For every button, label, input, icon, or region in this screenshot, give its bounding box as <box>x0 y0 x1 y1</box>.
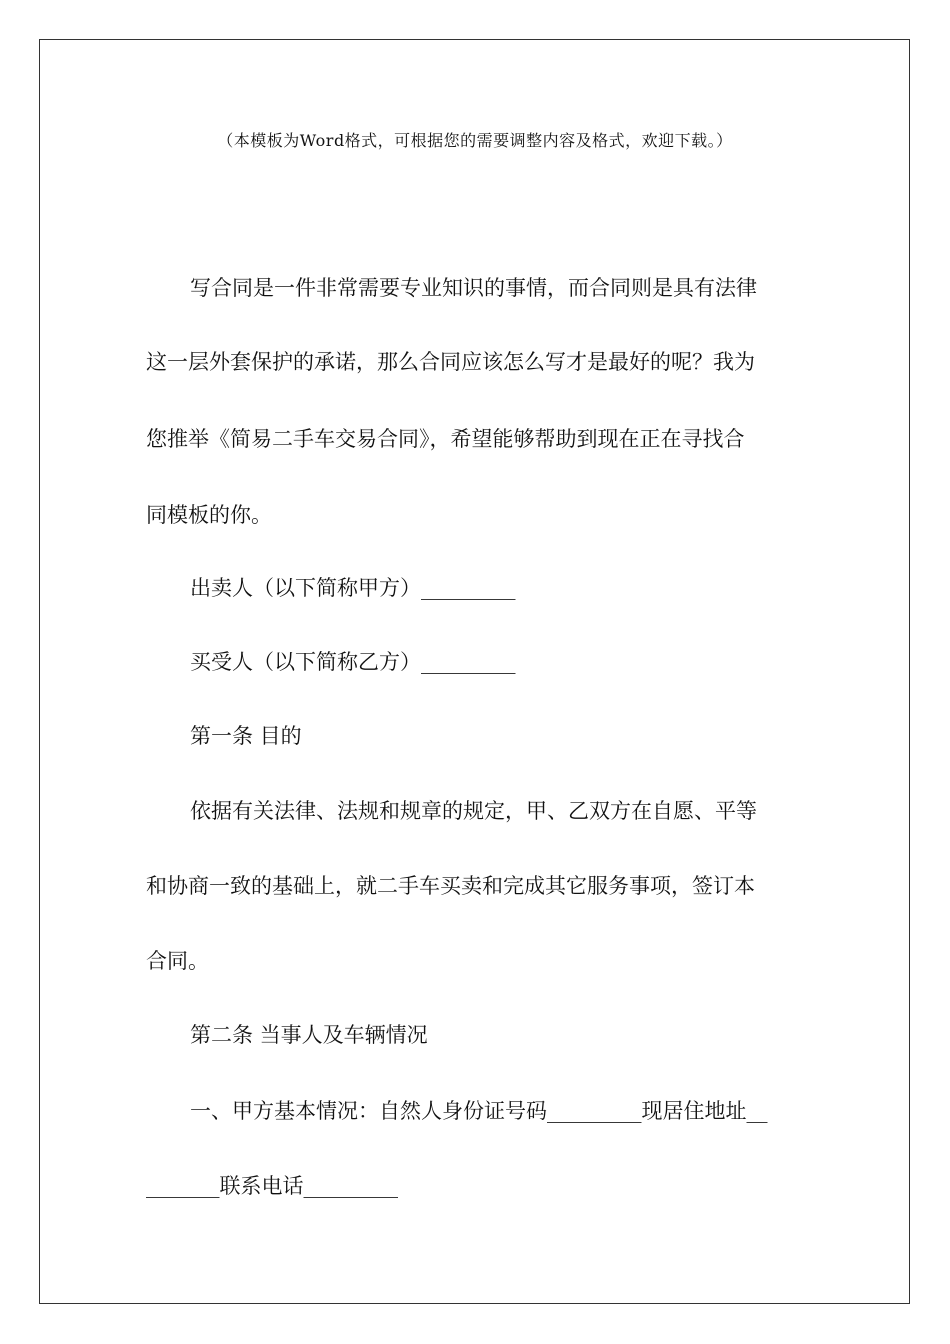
article-2-heading: 第二条 当事人及车辆情况 <box>190 1023 428 1047</box>
party-a-info-line-2: _______联系电话_________ <box>146 1174 398 1198</box>
intro-line-1: 写合同是一件非常需要专业知识的事情，而合同则是具有法律 <box>190 276 757 300</box>
buyer-line: 买受人（以下简称乙方）_________ <box>190 650 516 674</box>
template-notice: （本模板为Word格式，可根据您的需要调整内容及格式，欢迎下载。） <box>217 131 733 150</box>
party-a-info-line-1: 一、甲方基本情况：自然人身份证号码_________现居住地址__ <box>190 1099 768 1123</box>
article-1-line-3: 合同。 <box>146 949 209 973</box>
intro-line-4: 同模板的你。 <box>146 503 272 527</box>
intro-line-2: 这一层外套保护的承诺，那么合同应该怎么写才是最好的呢？我为 <box>146 350 755 374</box>
article-1-line-1: 依据有关法律、法规和规章的规定，甲、乙双方在自愿、平等 <box>190 799 757 823</box>
seller-line: 出卖人（以下简称甲方）_________ <box>190 576 516 600</box>
intro-line-3: 您推举《简易二手车交易合同》，希望能够帮助到现在正在寻找合 <box>146 427 745 451</box>
article-1-heading: 第一条 目的 <box>190 724 302 748</box>
article-1-line-2: 和协商一致的基础上，就二手车买卖和完成其它服务事项，签订本 <box>146 874 755 898</box>
